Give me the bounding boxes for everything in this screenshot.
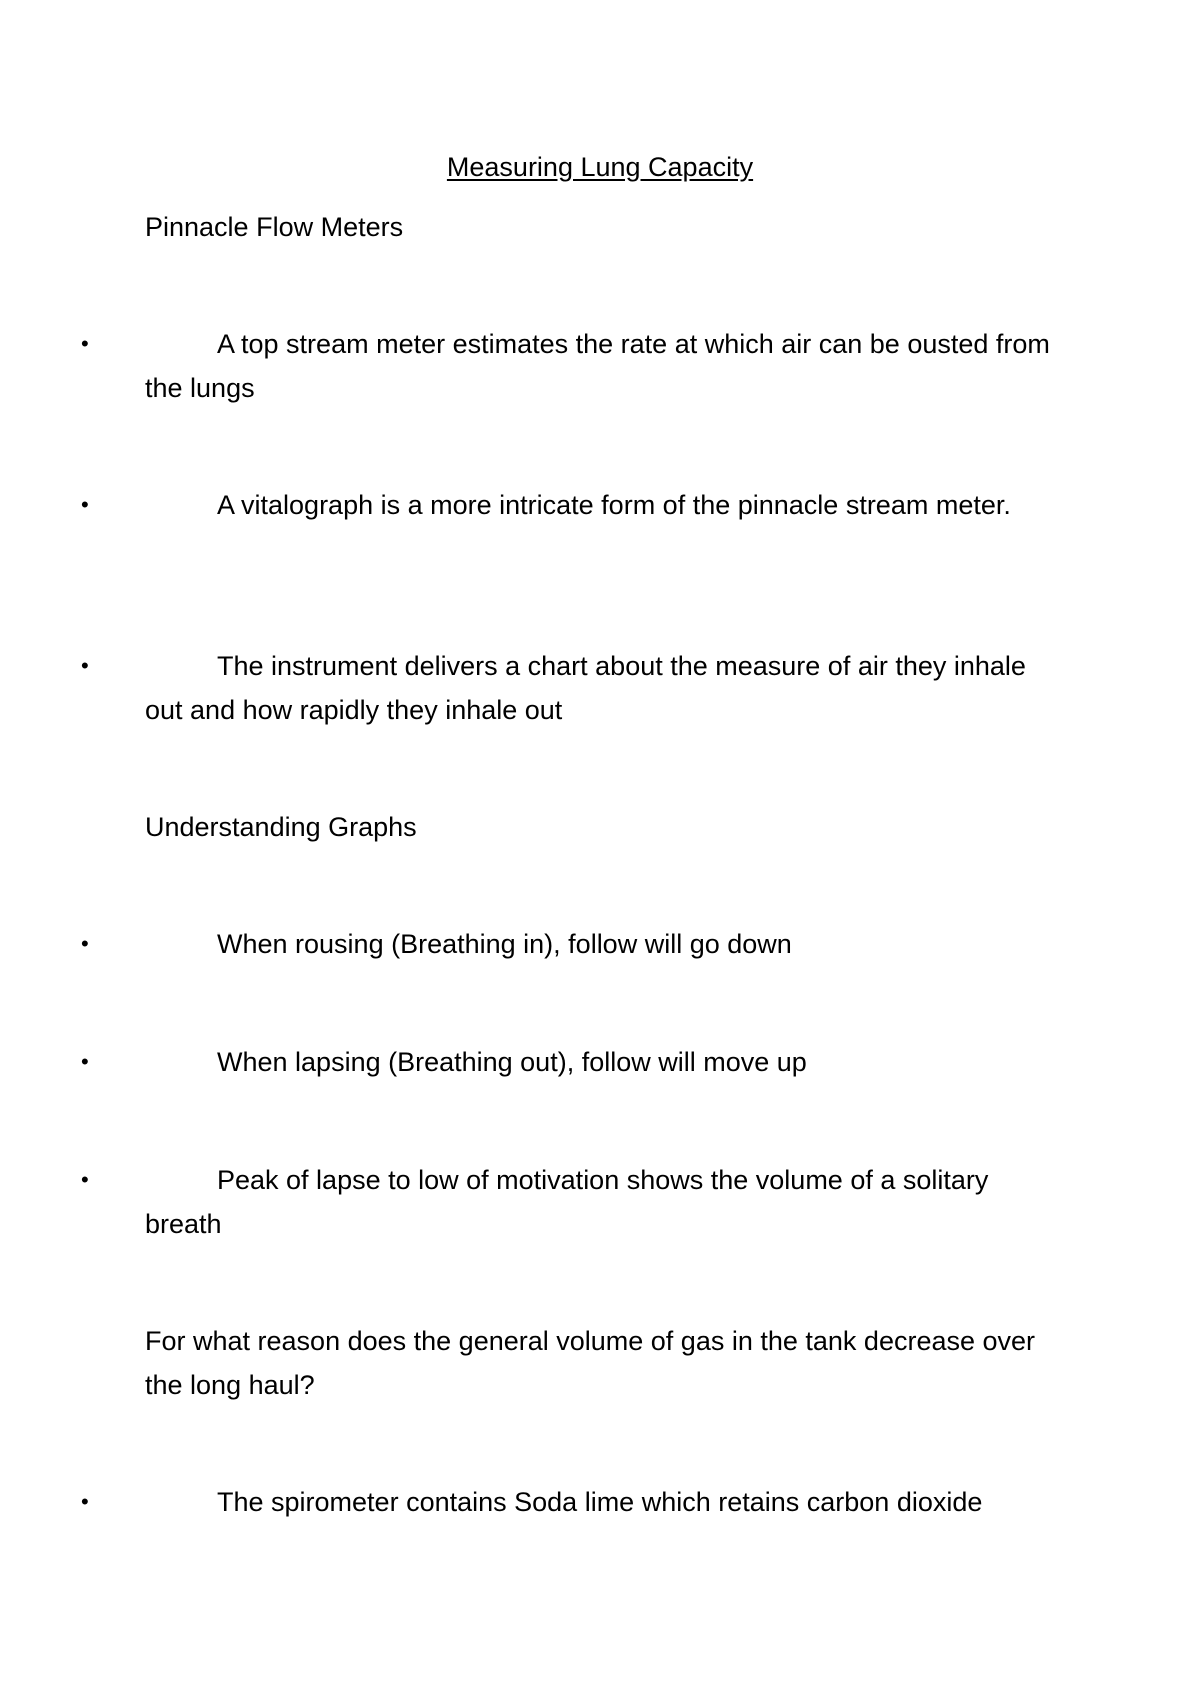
- bullet-text: A vitalograph is a more intricate form of the pinnacle stream meter.: [217, 490, 1011, 520]
- bullet-icon: •: [81, 1167, 89, 1192]
- bullet-icon: •: [81, 1049, 89, 1074]
- document-title: Measuring Lung Capacity: [446, 152, 754, 182]
- bullet-item: [81, 322, 1065, 410]
- section-heading-question: For what reason does the general volume of gas in the tank decrease over the long haul?: [145, 1326, 1036, 1400]
- section-heading-pinnacle-flow-meters: Pinnacle Flow Meters: [145, 212, 404, 242]
- bullet-text: When rousing (Breathing in), follow will go down: [217, 929, 792, 959]
- bullet-icon: •: [81, 1489, 89, 1514]
- bullet-item: [81, 1480, 1065, 1524]
- bullet-text: The spirometer contains Soda lime which retains carbon dioxide: [217, 1487, 983, 1517]
- bullet-item: [81, 483, 1065, 527]
- bullet-icon: •: [81, 331, 89, 356]
- bullet-item: [81, 922, 1065, 966]
- bullet-icon: •: [81, 492, 89, 517]
- bullet-item: [81, 1040, 1065, 1084]
- bullet-item: [81, 644, 1065, 732]
- bullet-text: The instrument delivers a chart about the measure of air they inhale out and how rapidly they inhale out: [145, 651, 1026, 725]
- bullet-icon: •: [81, 931, 89, 956]
- bullet-item: [81, 1158, 1065, 1246]
- bullet-text: A top stream meter estimates the rate at which air can be ousted from the lungs: [145, 329, 1050, 403]
- bullet-icon: •: [81, 653, 89, 678]
- bullet-text: Peak of lapse to low of motivation shows the volume of a solitary breath: [145, 1165, 989, 1239]
- section-heading-understanding-graphs: Understanding Graphs: [145, 812, 417, 842]
- bullet-text: When lapsing (Breathing out), follow will move up: [217, 1047, 807, 1077]
